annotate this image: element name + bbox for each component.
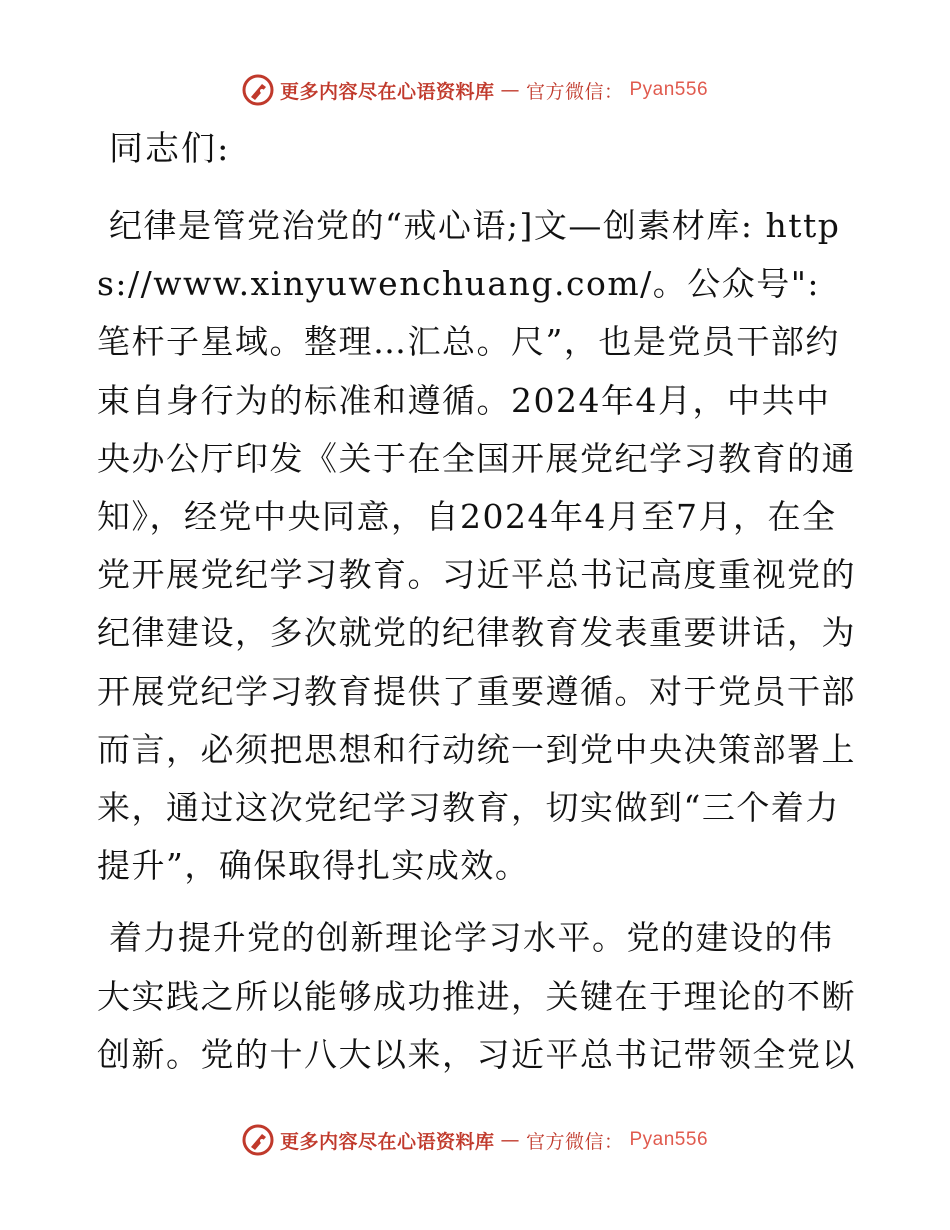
watermark-wechat-id: Pyan556 (629, 79, 709, 100)
pen-nib-logo-icon (242, 74, 274, 106)
watermark-wechat-label: 官方微信： (525, 80, 624, 103)
paragraph-1: 纪律是管党治党的“戒心语;]文—创素材库: https://www.xinyuwenchuang.com/。公众号": 笔杆子星域。整理…汇总。尺”，也是党员干部约束自身行为的标准和遵循。2024年4月，中共中央办公厅印发《关于在全国开展党纪学习教育的通知》，经党中央同意，自2024年4月至7月，在全党开展党纪学习教育。习近平总书记高度重视党的纪律建设，多次就党的纪律教育发表重要讲话，为开展党纪学习教育提供了重要遵循。对于党员干部而言，必须把思想和行动统一到党中央决策部署上来，通过这次党纪学习教育，切实做到“三个着力提升”，确保取得扎实成效。 (97, 206, 856, 886)
greeting: 同志们: (109, 129, 231, 169)
watermark-site-text: 更多内容尽在心语资料库 (279, 1130, 495, 1153)
document-body (97, 122, 857, 1098)
header-watermark (0, 72, 950, 108)
watermark-wechat-id: Pyan556 (629, 1129, 709, 1150)
pen-nib-logo-icon (242, 1124, 274, 1156)
watermark-separator: — (500, 1129, 520, 1151)
footer-watermark (0, 1122, 950, 1158)
watermark-site-text: 更多内容尽在心语资料库 (279, 80, 495, 103)
watermark-separator: — (500, 79, 520, 101)
paragraph-2: 着力提升党的创新理论学习水平。党的建设的伟大实践之所以能够成功推进，关键在于理论的不断创新。党的十八大以来，习近平总书记带领全党以 (97, 918, 856, 1074)
watermark-wechat-label: 官方微信： (525, 1130, 624, 1153)
